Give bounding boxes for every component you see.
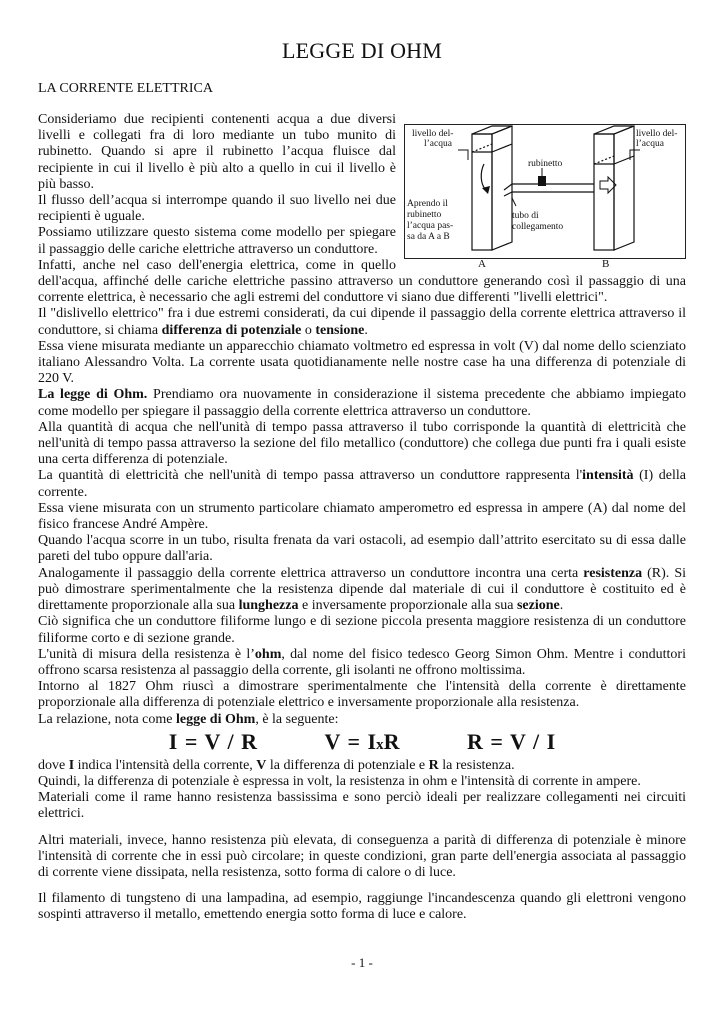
paragraph: Intorno al 1827 Ohm riuscì a dimostrare sperimentalmente che l'intensità della corrente è direttamente proporzionale alla differenza di potenziale elettrico e inversamente proporzionale alla resistenza. [38, 679, 686, 711]
paragraph [38, 758, 686, 774]
text-run: Prendiamo ora nuovamente in considerazione il sistema precedente che abbiamo impiegato come modello per spiegare il passaggio della corrente elettrica attraverso un conduttore. [38, 387, 686, 419]
paragraph: Alla quantità di acqua che nell'unità di tempo passa attraverso il tubo corrisponde la quantità di elettricità che nell'unità di tempo passa attraverso la sezione del filo metallico (conduttore) che collega due punti fra i quali esiste una certa differenza di potenziale. [38, 419, 686, 468]
paragraph: Quindi, la differenza di potenziale è espressa in volt, la resistenza in ohm e l'intensità di corrente in ampere. [38, 773, 641, 789]
paragraph: Ciò significa che un conduttore filiforme lungo e di sezione piccola presenta maggiore resistenza di un conduttore filiforme corto e di sezione grande. [38, 614, 686, 646]
paragraph-gap [38, 881, 686, 891]
section-title: LA CORRENTE ELETTRICA [38, 81, 213, 96]
text-run: (R). Si può dimostrare sperimentalmente che la resistenza dipende dal materiale di cui il conduttore è costituito ed è direttamente proporzionale alla sua [38, 565, 686, 614]
right-level-leader [630, 150, 640, 160]
bold-term: R [428, 757, 439, 773]
paragraph: Altri materiali, invece, hanno resistenza più elevata, di conseguenza a parità di differenza di potenziale è minore l'intensità di corrente che in essi può circolare; in queste condizioni, gran parte dell'energia associata al passaggio di corrente viene dissipata, nella resistenza, sotto forma di calore o di luce. [38, 832, 686, 880]
label-flow-4: sa da A a B [407, 232, 450, 242]
ohm-law-formulas [38, 729, 686, 758]
multiply-sign: x [376, 736, 384, 753]
formula-voltage [325, 729, 400, 758]
flow-arrow-a [481, 164, 486, 190]
paragraph: Essa viene misurata mediante un apparecchio chiamato voltmetro ed espressa in volt (V) dal nome dello scienziato italiano Alessandro Volta. La corrente usata quotidianamente nelle nostre case ha una differenza di potenziale di 220 V. [38, 338, 686, 387]
bold-term: legge di Ohm [175, 711, 256, 727]
paragraph: Materiali come il rame hanno resistenza bassissima e sono perciò ideali per realizzare collegamenti nei circuiti elettrici. [38, 790, 686, 822]
label-tube-2: collegamento [512, 222, 564, 232]
paragraph [38, 306, 686, 338]
formula-part: R [383, 728, 400, 754]
left-level-leader [458, 150, 468, 160]
label-tube-1: tubo di [512, 211, 539, 221]
text-run: La quantità di elettricità che nell'unità di tempo passa attraverso un conduttore rappresenta l' [38, 468, 583, 484]
page-title: LEGGE DI OHM [281, 38, 443, 63]
label-flow-2: rubinetto [407, 210, 442, 220]
text-run: Il "dislivello elettrico" fra i due estremi considerati, da cui dipende il passaggio della corrente elettrica attraverso il conduttore, si chiama [38, 306, 686, 338]
label-tank-b: B [602, 258, 610, 270]
bold-term: differenza di potenziale [161, 322, 302, 338]
formula-current: I = V / R [168, 728, 257, 754]
paragraph [38, 468, 686, 500]
bold-term: resistenza [583, 565, 643, 581]
text-run: e inversamente proporzionale alla sua [298, 598, 517, 614]
paragraph: Il filamento di tungsteno di una lampadina, ad esempio, raggiunge l'incandescenza quando gli elettroni vengono sospinti attraverso il metallo, emettendo energia sotto forma di luce e calore. [38, 891, 686, 923]
bold-term: tensione [315, 322, 365, 338]
label-flow-3: l’acqua pas- [407, 221, 454, 231]
text-run: la resistenza. [438, 757, 515, 773]
water-tanks-figure [404, 124, 686, 272]
paragraph [38, 712, 686, 728]
text-run: dove [38, 757, 69, 773]
text-run: L'unità di misura della resistenza è l’ [38, 646, 255, 662]
label-tap: rubinetto [528, 159, 563, 169]
label-left-level-1: livello del- [412, 129, 454, 139]
text-run: La relazione, nota come [38, 711, 176, 727]
paragraph: Possiamo utilizzare questo sistema come modello per spiegare il passaggio delle cariche elettriche attraverso un conduttore. [38, 225, 396, 257]
label-left-level-2: l’acqua [424, 139, 452, 149]
text-run: la differenza di potenziale e [266, 757, 429, 773]
formula-part: V = I [324, 728, 377, 754]
paragraph: Consideriamo due recipienti contenenti acqua a due diversi livelli e collegati fra di loro mediante un tubo munito di rubinetto. Quando si apre il rubinetto l’acqua fluisce dal recipiente in cui il livello è più alto a quello in cui il livello è più basso. [38, 112, 396, 192]
bold-term: intensità [582, 468, 634, 484]
paragraph: Essa viene misurata con un strumento particolare chiamato amperometro ed espressa in ampere (A) dal nome del fisico francese André Ampère. [38, 500, 686, 533]
text-run: . [364, 322, 368, 338]
paragraph: Il flusso dell’acqua si interrompe quando il suo livello nei due recipienti è uguale. [38, 193, 396, 225]
text-run: (I) della corrente. [38, 468, 686, 500]
paragraph: Infatti, anche nel caso dell'energia elettrica, come in quello dell'acqua, affinché delle cariche elettriche passino attraverso un conduttore generando così il passaggio di una corrente elettrica, è necessario che agli estremi del conduttore vi siano due differenti "livelli elettrici". [38, 257, 686, 306]
paragraph [38, 387, 686, 419]
bold-term: I [68, 757, 75, 773]
bold-term: V [256, 757, 267, 773]
tap-icon [538, 176, 546, 186]
bold-term: lunghezza [238, 598, 299, 614]
label-flow-1: Aprendo il [407, 199, 448, 209]
paragraph [38, 566, 686, 615]
water-tanks-diagram [404, 124, 686, 272]
text-run: Analogamente il passaggio della corrente elettrica attraverso un conduttore incontra una certa [38, 565, 584, 581]
connecting-tube [504, 184, 594, 196]
bold-term: sezione [516, 598, 560, 614]
page-number: - 1 - [351, 955, 373, 970]
bold-term: ohm [254, 646, 282, 662]
text-run: indica l'intensità della corrente, [74, 757, 257, 773]
bold-term: La legge di Ohm. [38, 387, 148, 403]
label-tank-a: A [478, 258, 486, 270]
body-text [38, 112, 686, 924]
text-run: . [559, 598, 564, 614]
text-run: , dal nome del fisico tedesco Georg Simon Ohm. Mentre i conduttori offrono scarsa resistenza al passaggio della corrente, gli isolanti ne offrono moltissima. [38, 646, 686, 678]
text-run: , è la seguente: [255, 711, 339, 727]
formula-resistance: R = V / I [466, 728, 556, 754]
paragraph [38, 647, 686, 679]
text-run: o [301, 322, 316, 338]
label-right-level-1: livello del- [636, 129, 678, 139]
paragraph-gap [38, 823, 686, 833]
label-right-level-2: l’acqua [636, 139, 664, 149]
paragraph: Quando l'acqua scorre in un tubo, risulta frenata da vari ostacoli, ad esempio dall’attrito esercitato su di essa dalle pareti del tubo oppure dall'aria. [38, 533, 686, 565]
